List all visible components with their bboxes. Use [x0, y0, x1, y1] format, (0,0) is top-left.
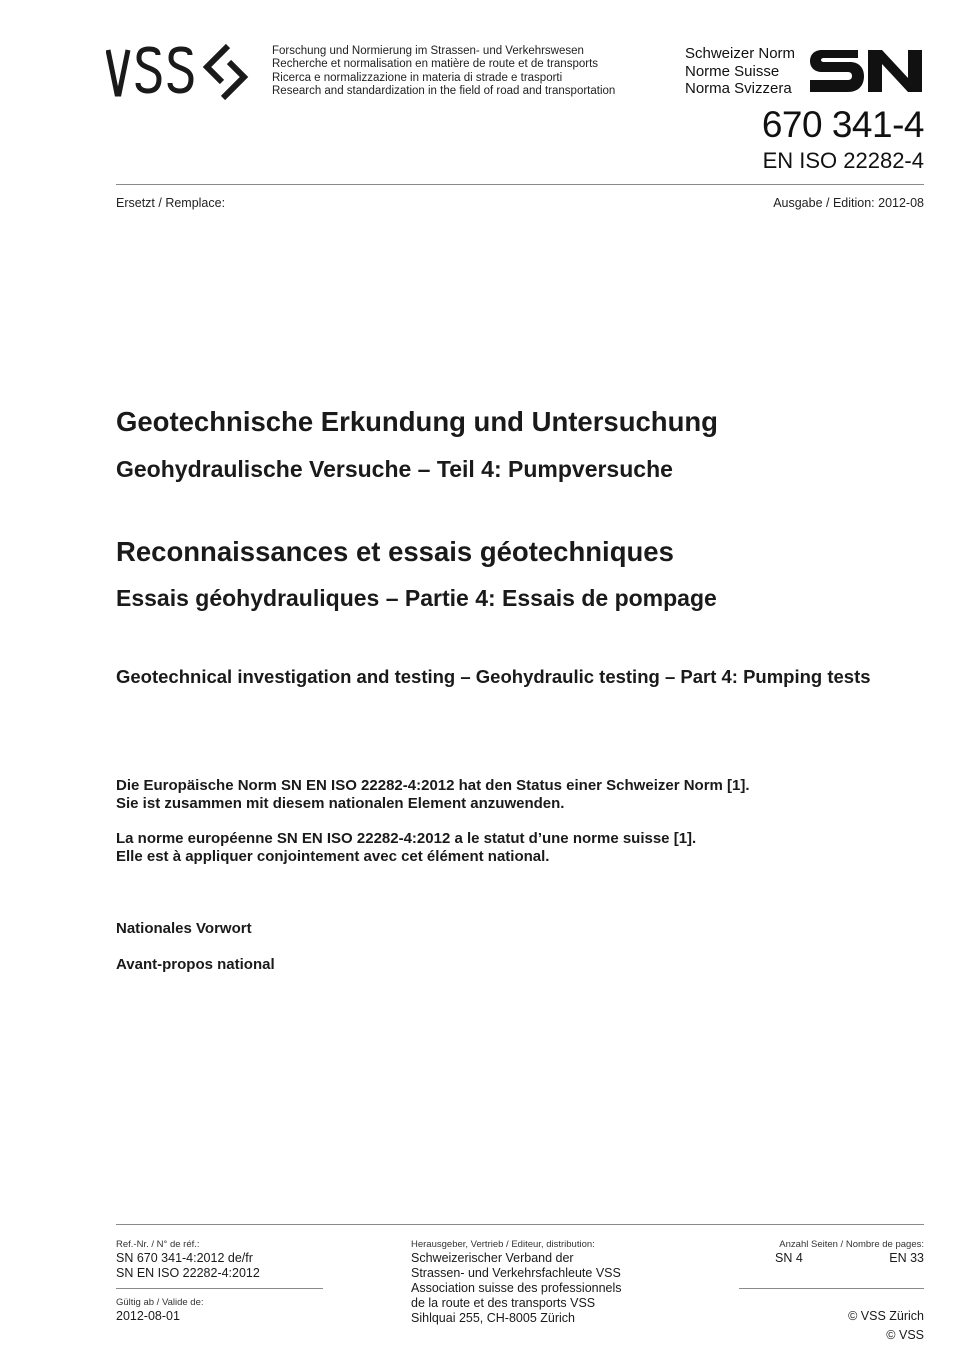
- statement-de-line1: Die Europäische Norm SN EN ISO 22282-4:2012 hat den Status einer Schweizer Norm [1].: [116, 777, 750, 794]
- foreword-de: Nationales Vorwort: [116, 920, 252, 937]
- copyright-zurich: © VSS Zürich: [848, 1309, 924, 1323]
- publisher-label: Herausgeber, Vertrieb / Editeur, distribution:: [411, 1239, 595, 1250]
- pages-label: Anzahl Seiten / Nombre de pages:: [779, 1239, 924, 1250]
- footer-divider: [116, 1224, 924, 1225]
- footer-left-divider: [116, 1288, 323, 1289]
- publisher-line-1: Schweizerischer Verband der: [411, 1251, 574, 1265]
- ref-line-1: SN 670 341-4:2012 de/fr: [116, 1251, 253, 1265]
- vss-logo: [106, 42, 266, 102]
- title-fr-sub: Essais géohydrauliques – Partie 4: Essais de pompage: [116, 585, 717, 611]
- pages-en: EN 33: [889, 1251, 924, 1265]
- footer-right-divider: [739, 1288, 924, 1289]
- sn-name-de: Schweizer Norm: [685, 45, 796, 62]
- publisher-line-2: Strassen- und Verkehrsfachleute VSS: [411, 1266, 621, 1280]
- valid-label: Gültig ab / Valide de:: [116, 1297, 204, 1308]
- title-fr-main: Reconnaissances et essais géotechniques: [116, 536, 674, 567]
- sn-name-it: Norma Svizzera: [685, 80, 792, 97]
- replaces-label: Ersetzt / Remplace:: [116, 196, 226, 210]
- statement-fr-line2: Elle est à appliquer conjointement avec cet élément national.: [116, 848, 550, 865]
- vss-tagline: [272, 45, 615, 98]
- tagline-it: Ricerca e normalizzazione in materia di strade e trasporti: [272, 71, 563, 84]
- pages-sn: SN 4: [775, 1251, 803, 1265]
- en-iso-number: EN ISO 22282-4: [762, 148, 924, 173]
- ref-line-2: SN EN ISO 22282-4:2012: [116, 1266, 260, 1280]
- publisher-line-4: de la route et des transports VSS: [411, 1296, 596, 1310]
- sn-names: [685, 45, 795, 98]
- statement-de-line2: Sie ist zusammen mit diesem nationalen Element anzuwenden.: [116, 795, 565, 812]
- publisher-line-3: Association suisse des professionnels: [411, 1281, 622, 1295]
- standard-number: 670 341-4: [761, 104, 924, 145]
- valid-value: 2012-08-01: [116, 1309, 180, 1323]
- title-de-main: Geotechnische Erkundung und Untersuchung: [116, 406, 718, 437]
- publisher-line-5: Sihlquai 255, CH-8005 Zürich: [411, 1311, 575, 1325]
- tagline-fr: Recherche et normalisation en matière de route et de transports: [272, 58, 599, 71]
- title-de-sub: Geohydraulische Versuche – Teil 4: Pumpversuche: [116, 456, 673, 482]
- statement-fr-line1: La norme européenne SN EN ISO 22282-4:2012 a le statut d’une norme suisse [1].: [116, 830, 697, 847]
- sn-logo: [808, 46, 924, 94]
- copyright-vss: © VSS: [886, 1328, 924, 1342]
- edition-label: Ausgabe / Edition: 2012-08: [773, 196, 924, 210]
- ref-label: Ref.-Nr. / N° de réf.:: [116, 1239, 200, 1250]
- header-divider: [116, 184, 924, 185]
- sn-name-fr: Norme Suisse: [685, 62, 780, 80]
- foreword-fr: Avant-propos national: [116, 956, 275, 973]
- title-en: Geotechnical investigation and testing – Geohydraulic testing – Part 4: Pumping tests: [116, 666, 871, 687]
- tagline-en: Research and standardization in the field of road and transportation: [272, 84, 616, 97]
- tagline-de: Forschung und Normierung im Strassen- und Verkehrswesen: [272, 45, 584, 57]
